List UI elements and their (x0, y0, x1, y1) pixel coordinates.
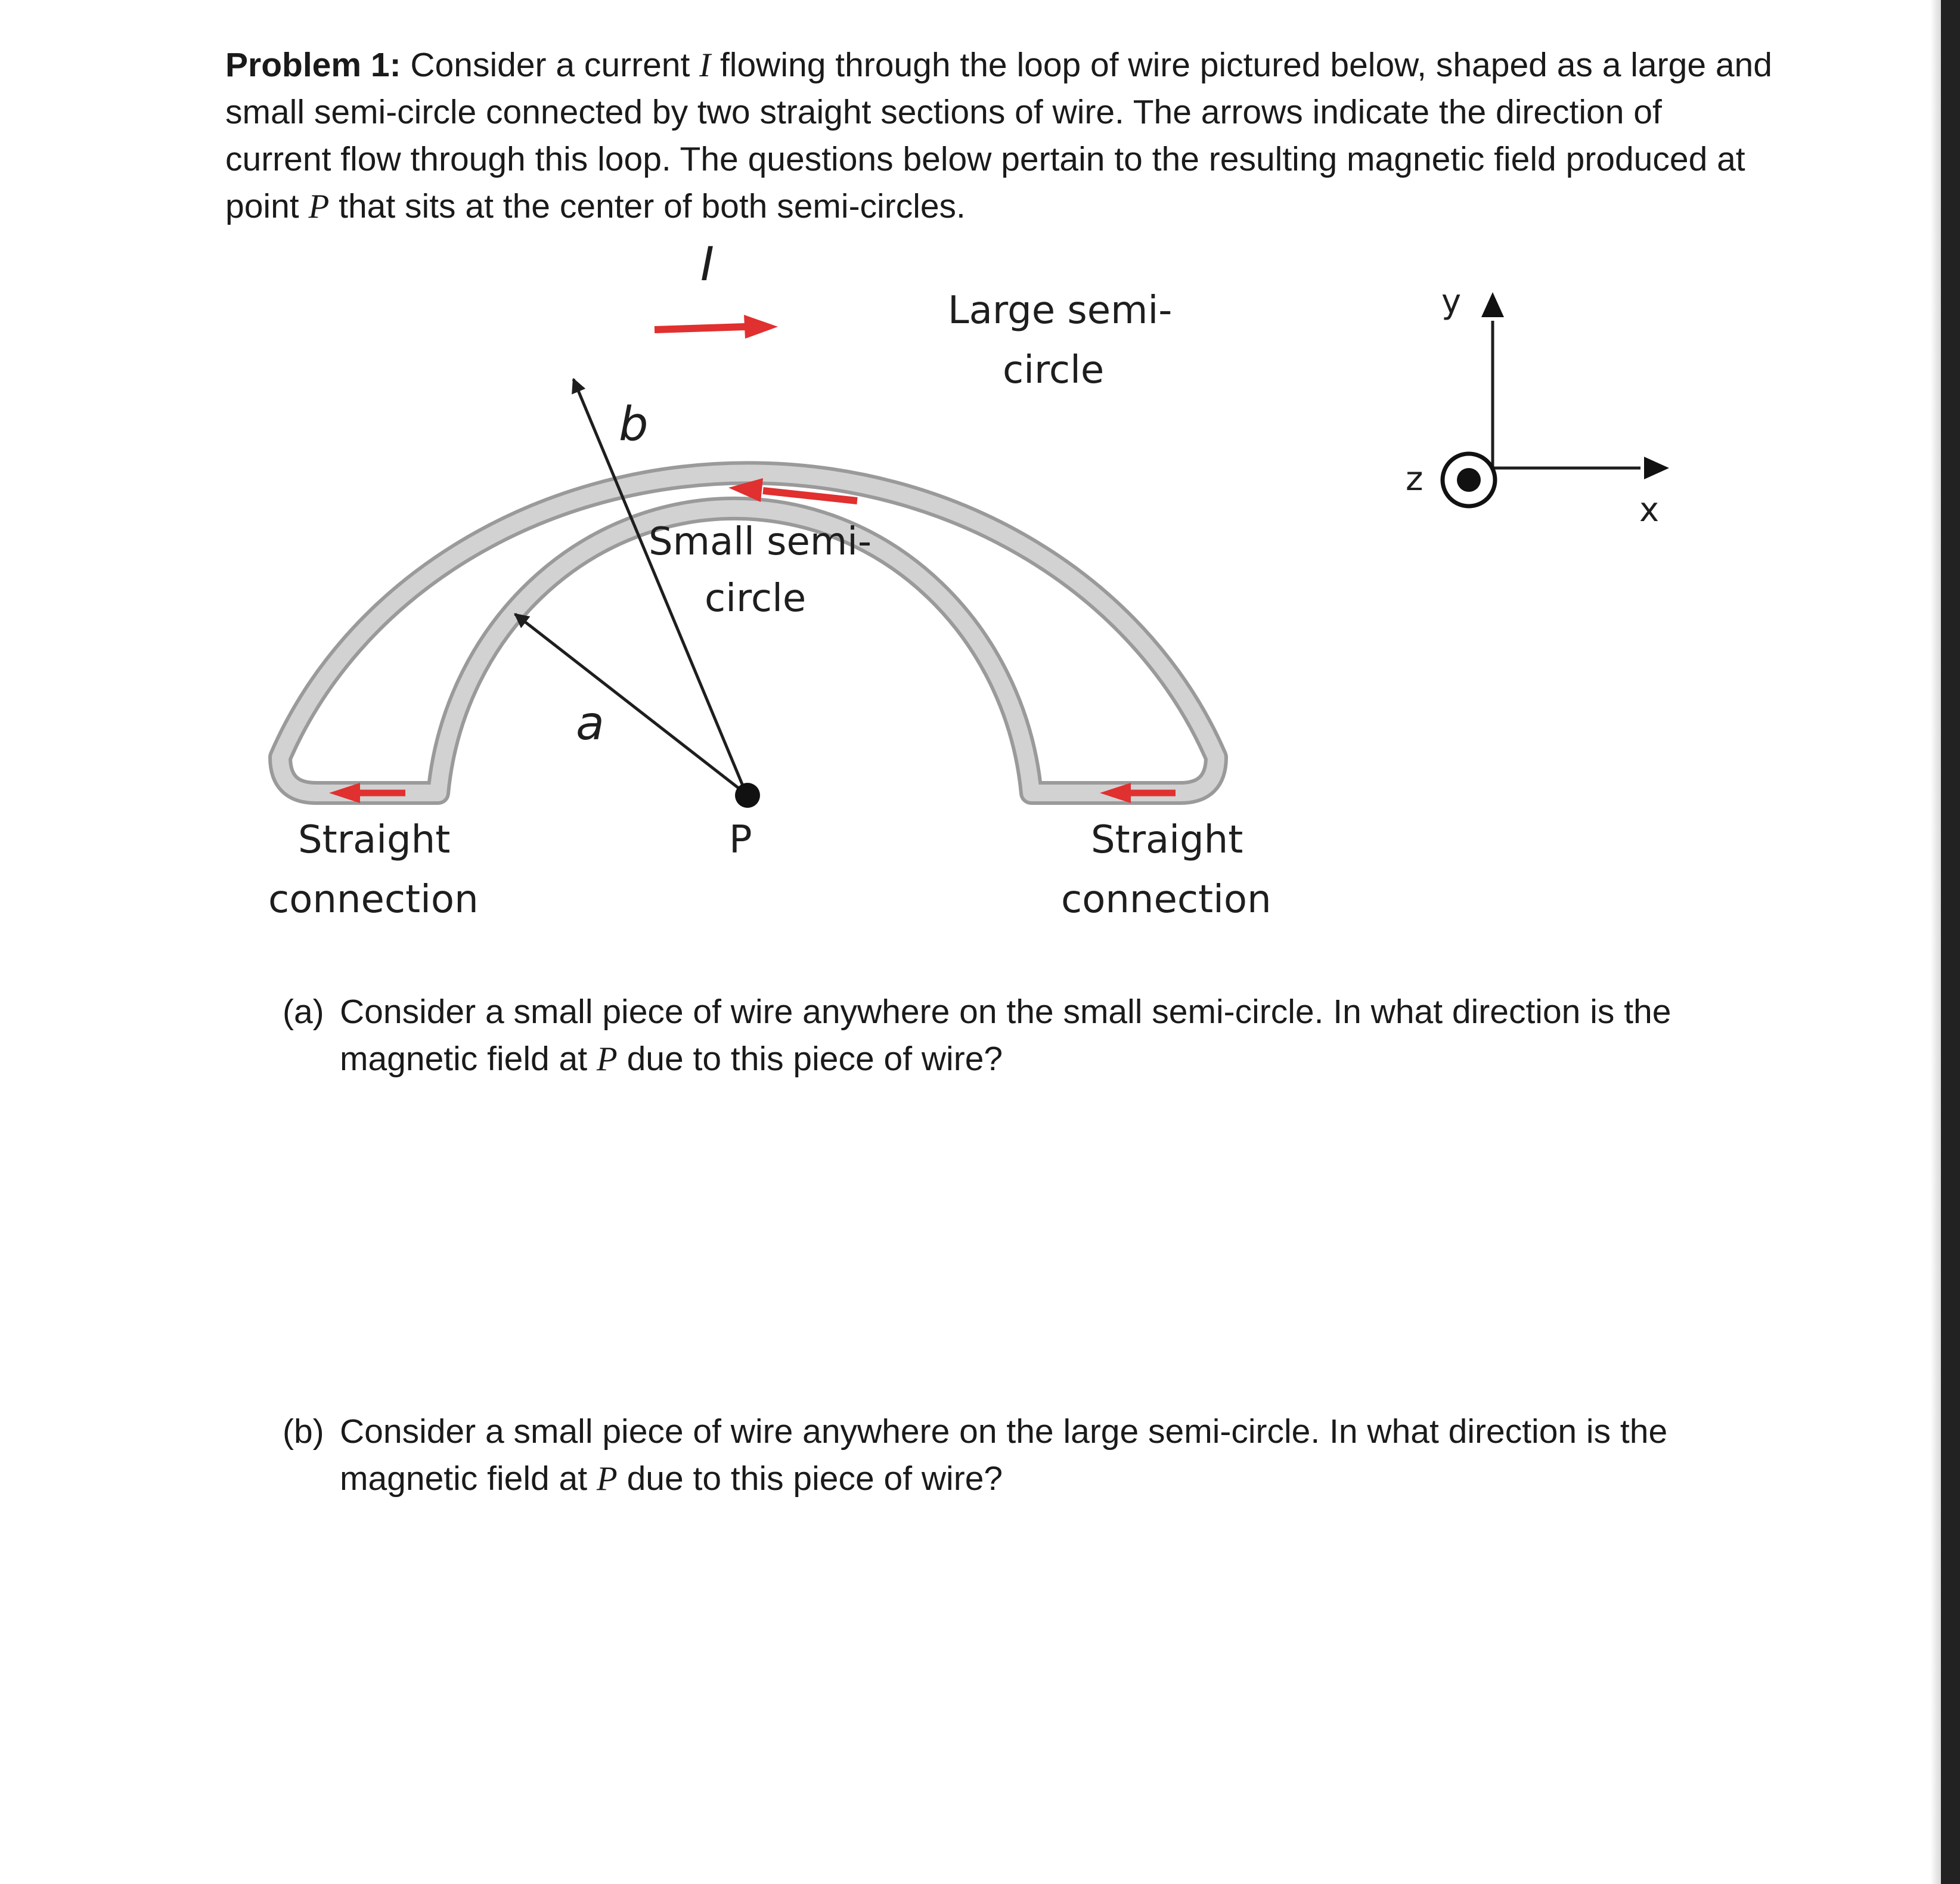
right-connection-label-2: connection (1061, 878, 1271, 922)
z-axis-label: z (1406, 460, 1424, 498)
small-semicircle-label-2: circle (705, 577, 807, 621)
problem-text-3: that sits at the center of both semi-circles. (329, 187, 966, 225)
radius-a-line (515, 614, 746, 794)
question-b-label: (b) (283, 1412, 324, 1451)
y-axis-label: y (1441, 283, 1462, 321)
z-axis-dot (1457, 468, 1481, 492)
y-axis-arrow (1481, 292, 1504, 317)
current-variable: I (699, 47, 711, 84)
question-b-text-2: due to this piece of wire? (617, 1460, 1003, 1498)
small-semicircle-label-1: Small semi- (649, 520, 872, 564)
x-axis-label: x (1639, 491, 1660, 529)
point-variable: P (308, 188, 330, 225)
question-b-text (340, 1408, 1725, 1502)
radius-b-label: b (619, 398, 649, 451)
question-a-text-1: Consider a small piece of wire anywhere on the small semi-circle. In what direction is the magnetic field at (340, 993, 1671, 1078)
question-a-label: (a) (283, 993, 324, 1031)
large-semicircle-label-2: circle (1003, 348, 1105, 392)
question-a-text-2: due to this piece of wire? (617, 1040, 1003, 1078)
current-label: I (700, 238, 715, 292)
x-axis-arrow (1644, 457, 1669, 479)
large-semicircle-label-1: Large semi- (948, 289, 1173, 333)
left-connection-label-1: Straight (298, 818, 451, 862)
question-b-text-1: Consider a small piece of wire anywhere on the large semi-circle. In what direction is the magnetic field at (340, 1412, 1668, 1498)
problem-text-2: flowing through the loop of wire pictured below, shaped as a large and small semi-circle connected by two straight sections of wire. The arrows indicate the direction of current flow through this loop. The questions below pertain to the resulting magnetic field produced at point (225, 46, 1772, 225)
problem-text-1: Consider a current (401, 46, 700, 84)
question-b (283, 1408, 1725, 1502)
question-a (283, 989, 1725, 1083)
question-a-variable: P (596, 1040, 618, 1078)
question-a-text (340, 989, 1725, 1083)
radius-a-label: a (576, 697, 604, 751)
point-p-label: P (729, 818, 752, 862)
current-arrow-top (655, 315, 778, 339)
question-b-variable: P (596, 1460, 618, 1498)
coordinate-axes (1406, 283, 1669, 529)
left-connection-label-2: connection (268, 878, 479, 922)
problem-label: Problem 1: (225, 46, 401, 84)
point-p-dot (735, 783, 760, 808)
right-connection-label-1: Straight (1091, 818, 1243, 862)
